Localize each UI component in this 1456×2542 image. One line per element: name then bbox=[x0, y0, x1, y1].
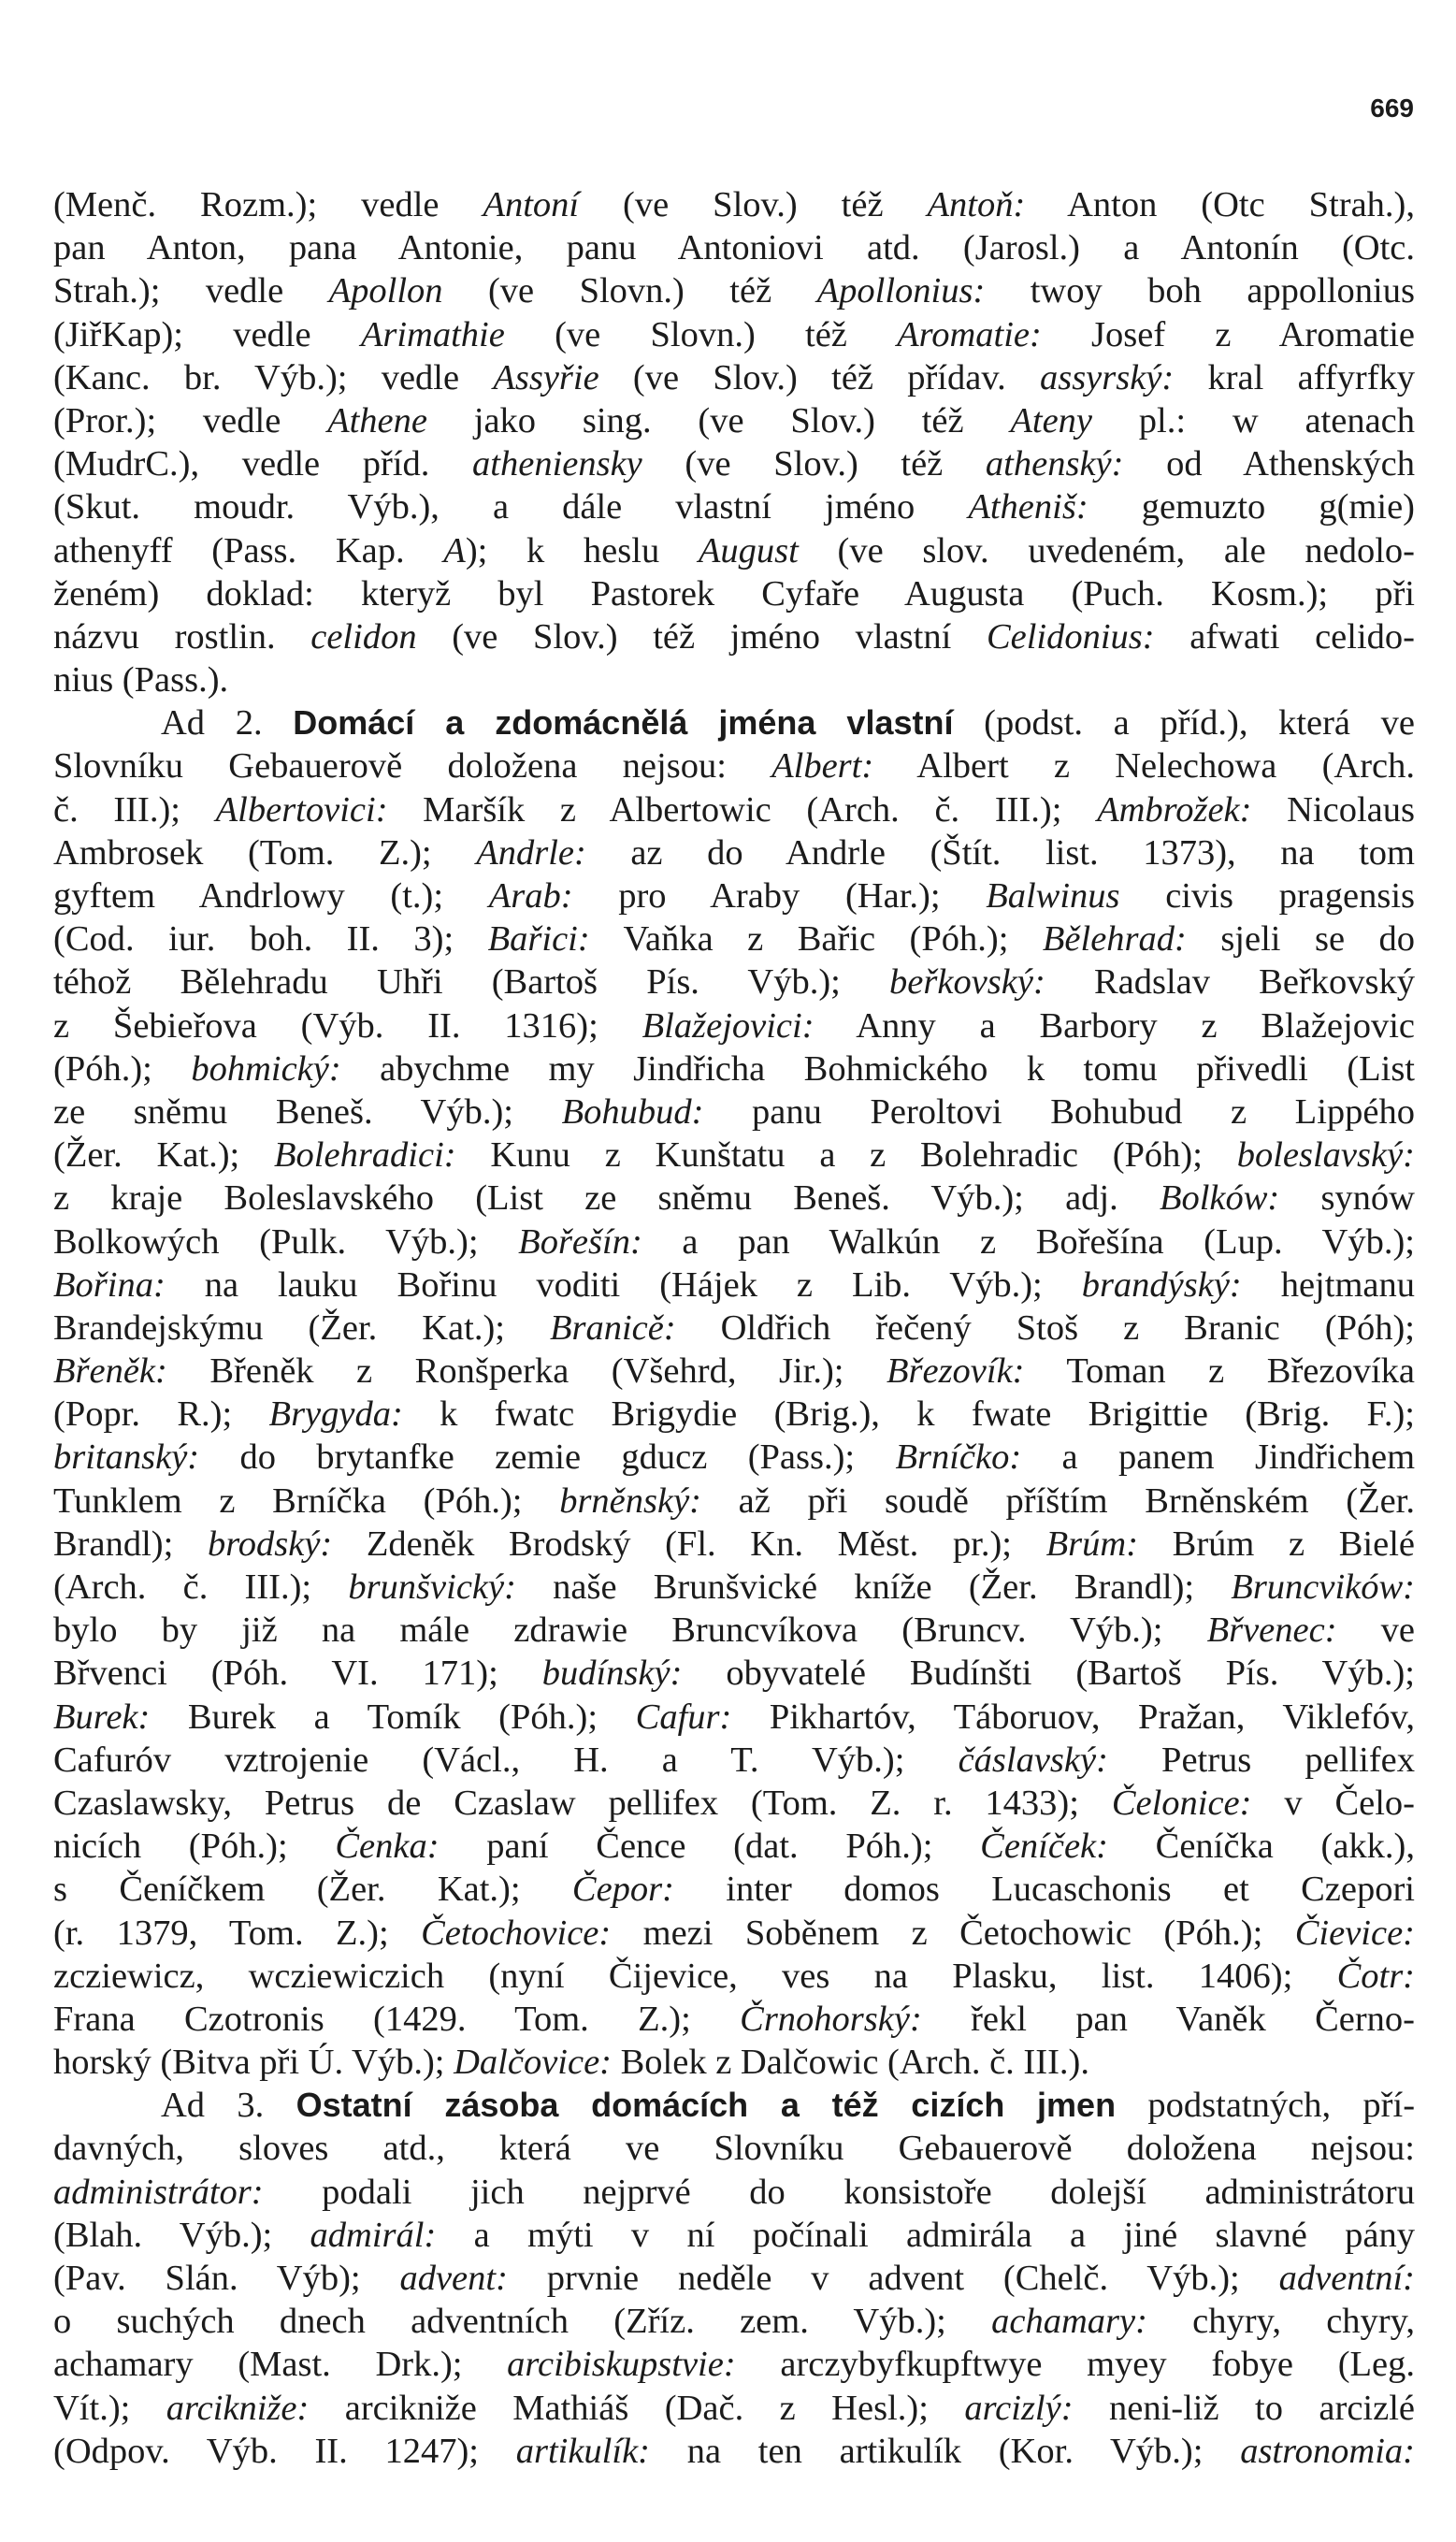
text-run: (Žer. Kat.); bbox=[53, 1135, 275, 1176]
text-run: Radslav Beřkovský bbox=[1045, 962, 1415, 1003]
text-run: Tunklem z Brníčka (Póh.); bbox=[53, 1480, 560, 1521]
headword-italic: Brúm: bbox=[1045, 1524, 1139, 1564]
text-run: názvu rostlin. bbox=[53, 616, 311, 657]
text-run: Pikhartóv, Táboruov, Pražan, Viklefóv, bbox=[731, 1697, 1415, 1737]
text-run: (ve slov. uvedeném, ale nedolo- bbox=[798, 530, 1416, 571]
headword-italic: brunšvický: bbox=[348, 1567, 516, 1607]
text-line bbox=[53, 1696, 1415, 1739]
headword-italic: Atheniš: bbox=[968, 487, 1088, 527]
headword-italic: Antoň: bbox=[927, 185, 1026, 224]
headword-italic: Aromatie: bbox=[897, 314, 1042, 354]
text-run: z Šebieřova (Výb. II. 1316); bbox=[53, 1005, 642, 1046]
text-run: paní Čence (dat. Póh.); bbox=[439, 1827, 981, 1867]
text-run: do brytanfke zemie gducz (Pass.); bbox=[199, 1437, 896, 1478]
headword-italic: Andrle: bbox=[476, 832, 586, 873]
headword-italic: Albert: bbox=[771, 746, 874, 787]
text-run: o suchých dnech adventních (Zříz. zem. Výb.); bbox=[53, 2302, 992, 2342]
text-run: s Čeníčkem (Žer. Kat.); bbox=[53, 1870, 572, 1910]
text-run: (Menč. Rozm.); vedle bbox=[53, 185, 483, 224]
text-run: Břvenci (Póh. VI. 171); bbox=[53, 1654, 542, 1694]
text-run: hejtmanu bbox=[1241, 1264, 1415, 1305]
text-run: Oldřich řečený Stoš z Branic (Póh); bbox=[675, 1307, 1415, 1348]
text-line bbox=[53, 1868, 1415, 1911]
text-run: nius (Pass.). bbox=[53, 660, 229, 700]
text-run: (Pror.); vedle bbox=[53, 400, 328, 441]
text-line bbox=[53, 1134, 1415, 1177]
headword-italic: advent: bbox=[399, 2259, 508, 2298]
headword-italic: Čievice: bbox=[1294, 1913, 1415, 1953]
text-line bbox=[53, 701, 1415, 744]
text-run: twoy boh appollonius bbox=[985, 271, 1415, 311]
text-line bbox=[53, 1177, 1415, 1220]
headword-italic: artikulík: bbox=[515, 2431, 650, 2471]
text-run: (ve Slovn.) též bbox=[442, 271, 817, 311]
section-heading-bold: Domácí a zdomácnělá jména vlastní bbox=[293, 703, 954, 743]
text-run: (r. 1379, Tom. Z.); bbox=[53, 1913, 422, 1953]
text-run: synów bbox=[1279, 1178, 1415, 1219]
text-line bbox=[53, 1436, 1415, 1479]
headword-italic: Celidonius: bbox=[986, 616, 1155, 657]
text-run: ); k heslu bbox=[465, 530, 699, 571]
text-line bbox=[53, 917, 1415, 960]
text-run: pan Anton, pana Antonie, panu Antoniovi atd. (Jarosl.) a Antonín (Otc. bbox=[53, 228, 1415, 268]
text-line bbox=[53, 788, 1415, 831]
text-line bbox=[53, 356, 1415, 399]
text-run: až při soudě příštím Brněnském (Žer. bbox=[701, 1480, 1415, 1521]
text-run: Albert z Nelechowa (Arch. bbox=[873, 746, 1415, 787]
text-line bbox=[53, 1004, 1415, 1047]
text-run: civis pragensis bbox=[1119, 876, 1416, 916]
text-run: Strah.); vedle bbox=[53, 271, 329, 311]
text-run: (ve Slov.) též bbox=[579, 185, 928, 224]
text-run: Nicolaus bbox=[1251, 789, 1415, 830]
text-line bbox=[53, 874, 1415, 917]
text-run: arczybyfkupftwye myey fobye (Leg. bbox=[735, 2345, 1415, 2385]
text-line bbox=[53, 615, 1415, 658]
text-run: inter domos Lucaschonis et Czepori bbox=[673, 1870, 1415, 1910]
text-run: Toman z Březovíka bbox=[1024, 1351, 1415, 1392]
text-line bbox=[53, 2041, 1415, 2084]
text-run: Vít.); bbox=[53, 2388, 166, 2428]
text-line bbox=[53, 2430, 1415, 2473]
text-run: a mýti v ní počínali admirála a jiné slavné pány bbox=[436, 2215, 1415, 2255]
headword-italic: athenský: bbox=[985, 444, 1124, 484]
text-run: athenyff (Pass. Kap. bbox=[53, 530, 444, 571]
headword-italic: administrátor: bbox=[53, 2172, 264, 2212]
text-run: jako sing. (ve Slov.) též bbox=[426, 400, 1011, 441]
headword-italic: arcizlý: bbox=[964, 2388, 1074, 2428]
text-line bbox=[53, 1393, 1415, 1436]
text-run: Josef z Aromatie bbox=[1041, 314, 1416, 354]
headword-italic: Brygyda: bbox=[268, 1394, 403, 1435]
text-run: Czaslawsky, Petrus de Czaslaw pellifex (Tom. Z. r. 1433); bbox=[53, 1783, 1112, 1823]
text-line bbox=[53, 1090, 1415, 1134]
text-run: chyry, chyry, bbox=[1146, 2302, 1415, 2342]
text-line bbox=[53, 1220, 1415, 1264]
text-line bbox=[53, 2127, 1415, 2170]
text-line bbox=[53, 1523, 1415, 1566]
text-run: ve bbox=[1336, 1610, 1416, 1651]
text-run: abychme my Jindřicha Bohmického k tomu přivedli (List bbox=[340, 1048, 1415, 1089]
text-run: téhož Bělehradu Uhři (Bartoš Pís. Výb.); bbox=[53, 962, 890, 1003]
text-run: a pan Walkún z Bořešína (Lup. Výb.); bbox=[642, 1221, 1415, 1262]
headword-italic: Čotr: bbox=[1336, 1956, 1415, 1996]
text-line bbox=[53, 313, 1415, 356]
section-heading-bold: Ostatní zásoba domácích a též cizích jmen bbox=[296, 2086, 1117, 2125]
headword-italic: Cafur: bbox=[635, 1697, 732, 1737]
text-run: arcikniže Mathiáš (Dač. z Hesl.); bbox=[309, 2388, 965, 2428]
text-line bbox=[53, 226, 1415, 269]
headword-italic: Ateny bbox=[1010, 400, 1093, 441]
headword-italic: britanský: bbox=[53, 1437, 200, 1478]
headword-italic: Bolehradici: bbox=[274, 1135, 456, 1176]
text-line bbox=[53, 1566, 1415, 1609]
text-line bbox=[53, 269, 1415, 312]
text-run: Bolek z Dalčowic (Arch. č. III.). bbox=[611, 2043, 1089, 2083]
text-run: naše Brunšvické kníže (Žer. Brandl); bbox=[515, 1567, 1232, 1607]
text-run: sjeli se do bbox=[1186, 919, 1415, 960]
headword-italic: Břeněk: bbox=[53, 1351, 167, 1392]
text-run: na ten artikulík (Kor. Výb.); bbox=[650, 2431, 1241, 2471]
headword-italic: arcibiskupstvie: bbox=[507, 2345, 736, 2385]
text-run: Ad 2. bbox=[161, 703, 294, 744]
text-line bbox=[53, 2084, 1415, 2127]
text-run: (ve Slovn.) též bbox=[504, 314, 898, 354]
text-run: (Blah. Výb.); bbox=[53, 2215, 310, 2255]
text-run: davných, sloves atd., která ve Slovníku Gebauerově doložena nejsou: bbox=[53, 2129, 1415, 2169]
headword-italic: Črnohorský: bbox=[740, 1999, 922, 2039]
headword-italic: Apollon bbox=[328, 271, 443, 311]
text-run: neni-liž to arcizlé bbox=[1073, 2388, 1416, 2428]
text-run: gyftem Andrlowy (t.); bbox=[53, 876, 489, 916]
text-run: řekl pan Vaněk Černo- bbox=[921, 1999, 1415, 2039]
text-line bbox=[53, 1047, 1415, 1090]
headword-italic: Bohubud: bbox=[561, 1091, 704, 1132]
headword-italic: Čepor: bbox=[571, 1870, 674, 1910]
text-run: zcziewicz, wcziewiczich (nyní Čijevice, ves na Plasku, list. 1406); bbox=[53, 1956, 1337, 1996]
text-run: (ve Slov.) též přídav. bbox=[598, 357, 1040, 397]
text-run: (ve Slov.) též bbox=[642, 444, 986, 484]
text-line bbox=[53, 1782, 1415, 1825]
text-line bbox=[53, 399, 1415, 442]
headword-italic: Athene bbox=[327, 400, 427, 441]
text-run: Ambrosek (Tom. Z.); bbox=[53, 832, 477, 873]
headword-italic: Břvenec: bbox=[1206, 1610, 1337, 1651]
text-run: č. III.); bbox=[53, 789, 216, 830]
text-line bbox=[53, 2300, 1415, 2343]
page-text-body bbox=[53, 183, 1415, 2473]
headword-italic: Bořešín: bbox=[518, 1221, 642, 1262]
text-run: (Skut. moudr. Výb.), a dále vlastní jméno bbox=[53, 487, 969, 527]
text-run: Břeněk z Ronšperka (Všehrd, Jir.); bbox=[166, 1351, 887, 1392]
headword-italic: Březovík: bbox=[886, 1351, 1025, 1392]
text-run: (Odpov. Výb. II. 1247); bbox=[53, 2431, 516, 2471]
text-run: ze sněmu Beneš. Výb.); bbox=[53, 1091, 562, 1132]
text-line bbox=[53, 831, 1415, 874]
text-run: panu Peroltovi Bohubud z Lippého bbox=[703, 1091, 1415, 1132]
headword-italic: astronomia: bbox=[1240, 2431, 1415, 2471]
headword-italic: Dalčovice: bbox=[454, 2043, 612, 2083]
text-line bbox=[53, 183, 1415, 226]
text-run: podstatných, pří- bbox=[1116, 2086, 1416, 2126]
text-line bbox=[53, 2387, 1415, 2430]
text-run: Anton (Otc Strah.), bbox=[1025, 185, 1415, 224]
headword-italic: Arimathie bbox=[360, 314, 505, 354]
text-run: z kraje Boleslavského (List ze sněmu Beneš. Výb.); adj. bbox=[53, 1178, 1160, 1219]
headword-italic: assyrský: bbox=[1039, 357, 1175, 397]
text-run: Zdeněk Brodský (Fl. Kn. Měst. pr.); bbox=[332, 1524, 1046, 1564]
headword-italic: brandýský: bbox=[1081, 1264, 1242, 1305]
text-run: mezi Soběnem z Četochowic (Póh.); bbox=[611, 1913, 1295, 1953]
text-run: (Póh.); bbox=[53, 1048, 192, 1089]
headword-italic: Ambrožek: bbox=[1097, 789, 1252, 830]
headword-italic: achamary: bbox=[991, 2302, 1147, 2342]
text-run: Brúm z Bielé bbox=[1138, 1524, 1415, 1564]
text-run: afwati celido- bbox=[1154, 616, 1415, 657]
headword-italic: admirál: bbox=[310, 2215, 437, 2255]
headword-italic: atheniensky bbox=[472, 444, 642, 484]
text-line bbox=[53, 572, 1415, 615]
headword-italic: Četochovice: bbox=[421, 1913, 612, 1953]
text-run: Bolkowých (Pulk. Výb.); bbox=[53, 1221, 519, 1262]
headword-italic: brodský: bbox=[207, 1524, 333, 1564]
text-line bbox=[53, 1264, 1415, 1307]
headword-italic: arcikniže: bbox=[166, 2388, 310, 2428]
text-run: (Pav. Slán. Výb); bbox=[53, 2259, 400, 2298]
text-run: Cafuróv vztrojenie (Václ., H. a T. Výb.); bbox=[53, 1740, 959, 1780]
headword-italic: Burek: bbox=[53, 1697, 151, 1737]
headword-italic: Brníčko: bbox=[895, 1437, 1022, 1478]
text-run: a panem Jindřichem bbox=[1021, 1437, 1416, 1478]
text-run: Ad 3. bbox=[161, 2086, 296, 2126]
headword-italic: adventní: bbox=[1278, 2259, 1415, 2298]
text-line bbox=[53, 1912, 1415, 1955]
text-run: (Arch. č. III.); bbox=[53, 1567, 349, 1607]
headword-italic: Čenka: bbox=[335, 1827, 440, 1867]
headword-italic: August bbox=[698, 530, 799, 571]
text-run: Burek a Tomík (Póh.); bbox=[150, 1697, 636, 1737]
text-run: v Čelo- bbox=[1251, 1783, 1415, 1823]
headword-italic: celidon bbox=[310, 616, 417, 657]
text-line bbox=[53, 1825, 1415, 1868]
text-line bbox=[53, 2171, 1415, 2214]
headword-italic: Bařici: bbox=[487, 919, 590, 960]
text-run: nicích (Póh.); bbox=[53, 1827, 336, 1867]
text-run: Brandejskýmu (Žer. Kat.); bbox=[53, 1307, 550, 1348]
text-line bbox=[53, 1998, 1415, 2041]
text-line bbox=[53, 442, 1415, 485]
text-run: horský (Bitva při Ú. Výb.); bbox=[53, 2043, 454, 2083]
headword-italic: Antoní bbox=[483, 185, 580, 224]
text-line bbox=[53, 658, 1415, 701]
text-run: Slovníku Gebauerově doložena nejsou: bbox=[53, 746, 772, 787]
text-run: (JiřKap); vedle bbox=[53, 314, 361, 354]
headword-italic: bohmický: bbox=[191, 1048, 341, 1089]
text-line bbox=[53, 529, 1415, 572]
text-run: (MudrC.), vedle příd. bbox=[53, 444, 473, 484]
text-run: (Cod. iur. boh. II. 3); bbox=[53, 919, 488, 960]
text-run: Frana Czotronis (1429. Tom. Z.); bbox=[53, 1999, 741, 2039]
text-run: kral affyrfky bbox=[1174, 357, 1416, 397]
text-run: pro Araby (Har.); bbox=[572, 876, 987, 916]
headword-italic: Assyřie bbox=[493, 357, 599, 397]
text-line bbox=[53, 1609, 1415, 1652]
text-run: bylo by již na mále zdrawie Bruncvíkova (Bruncv. Výb.); bbox=[53, 1610, 1207, 1651]
headword-italic: brněnský: bbox=[559, 1480, 701, 1521]
text-line bbox=[53, 1307, 1415, 1350]
headword-italic: Čelonice: bbox=[1111, 1783, 1252, 1823]
text-run: obyvatelé Budínšti (Bartoš Pís. Výb.); bbox=[682, 1654, 1415, 1694]
headword-italic: Bělehrad: bbox=[1042, 919, 1187, 960]
text-run: od Athenských bbox=[1123, 444, 1415, 484]
text-run: ženém) doklad: kteryž byl Pastorek Cyfaře Augusta (Puch. Kosm.); při bbox=[53, 573, 1415, 614]
page-number: 669 bbox=[1370, 94, 1414, 123]
text-run: (ve Slov.) též jméno vlastní bbox=[416, 616, 987, 657]
text-run: k fwatc Brigydie (Brig.), k fwate Brigittie (Brig. F.); bbox=[402, 1394, 1415, 1435]
text-run: Vaňka z Bařic (Póh.); bbox=[589, 919, 1043, 960]
headword-italic: Arab: bbox=[488, 876, 573, 916]
text-line bbox=[53, 1652, 1415, 1695]
text-run: achamary (Mast. Drk.); bbox=[53, 2345, 508, 2385]
text-run: Čeníčka (akk.), bbox=[1107, 1827, 1415, 1867]
headword-italic: Bolków: bbox=[1159, 1178, 1280, 1219]
headword-italic: Albertovici: bbox=[215, 789, 388, 830]
headword-italic: beřkovský: bbox=[889, 962, 1045, 1003]
text-run: na lauku Bořinu voditi (Hájek z Lib. Výb.); bbox=[165, 1264, 1082, 1305]
text-run: pl.: w atenach bbox=[1092, 400, 1415, 441]
headword-italic: Branicě: bbox=[549, 1307, 676, 1348]
text-line bbox=[53, 1739, 1415, 1782]
headword-italic: čáslavský: bbox=[958, 1740, 1108, 1780]
text-line bbox=[53, 1480, 1415, 1523]
headword-italic: Bořina: bbox=[53, 1264, 166, 1305]
text-line bbox=[53, 2343, 1415, 2386]
text-line bbox=[53, 485, 1415, 528]
text-run: gemuzto g(mie) bbox=[1088, 487, 1415, 527]
headword-italic: Apollonius: bbox=[816, 271, 986, 311]
text-run: (podst. a příd.), která ve bbox=[953, 703, 1415, 744]
text-run: Maršík z Albertowic (Arch. č. III.); bbox=[387, 789, 1098, 830]
headword-italic: A bbox=[443, 530, 466, 571]
headword-italic: Balwinus bbox=[986, 876, 1120, 916]
text-run: az do Andrle (Štít. list. 1373), na tom bbox=[585, 832, 1415, 873]
text-run: Brandl); bbox=[53, 1524, 208, 1564]
headword-italic: boleslavský: bbox=[1236, 1135, 1415, 1176]
text-run: podali jich nejprvé do konsistoře dolejší administrátoru bbox=[263, 2172, 1415, 2212]
text-run: Kunu z Kunštatu a z Bolehradic (Póh); bbox=[455, 1135, 1237, 1176]
text-line bbox=[53, 960, 1415, 1004]
headword-italic: Čeníček: bbox=[980, 1827, 1108, 1867]
headword-italic: Blažejovici: bbox=[642, 1005, 814, 1046]
text-line bbox=[53, 744, 1415, 787]
text-line bbox=[53, 1955, 1415, 1998]
text-line bbox=[53, 2257, 1415, 2300]
text-run: (Popr. R.); bbox=[53, 1394, 269, 1435]
text-line bbox=[53, 1350, 1415, 1393]
headword-italic: Bruncvików: bbox=[1231, 1567, 1416, 1607]
text-run: Anny a Barbory z Blažejovic bbox=[814, 1005, 1415, 1046]
text-run: prvnie neděle v advent (Chelč. Výb.); bbox=[507, 2259, 1279, 2298]
text-run: Petrus pellifex bbox=[1107, 1740, 1415, 1780]
text-run: (Kanc. br. Výb.); vedle bbox=[53, 357, 494, 397]
text-line bbox=[53, 2214, 1415, 2257]
headword-italic: budínský: bbox=[541, 1654, 683, 1694]
